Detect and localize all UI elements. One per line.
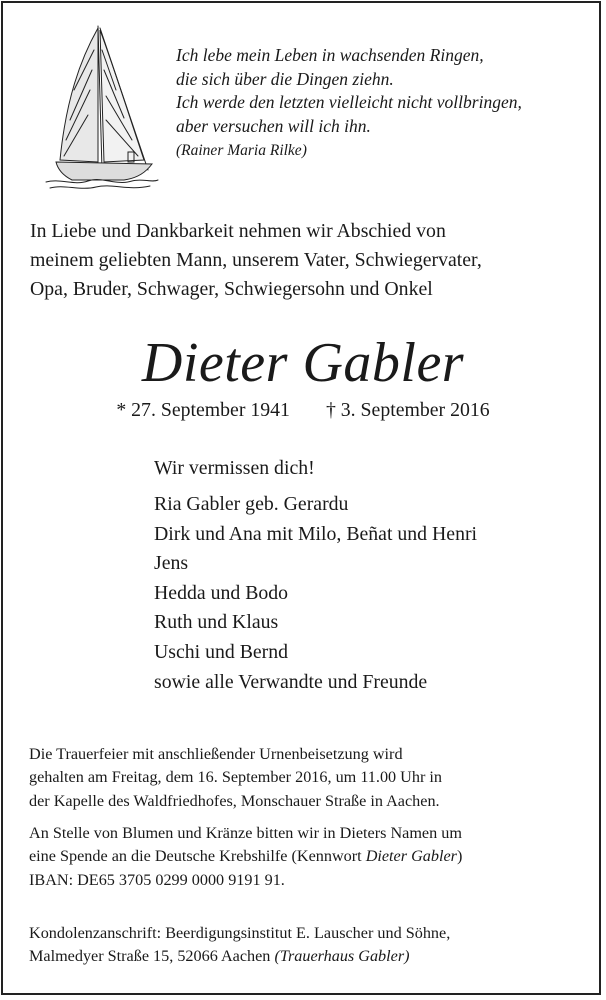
condolence-line: Kondolenzanschrift: Beerdigungsinstitut E. Lauscher und Söhne, (29, 924, 451, 942)
mourner: sowie alle Verwandte und Freunde (154, 670, 428, 693)
death-date: † 3. September 2016 (325, 399, 490, 421)
poem-line: aber versuchen will ich ihn. (176, 115, 371, 136)
mourner: Uschi und Bernd (154, 640, 289, 663)
poem-line: Ich werde den letzten vielleicht nicht vollbringen, (176, 92, 522, 112)
condolence-line (29, 945, 589, 968)
funeral-info (29, 743, 589, 813)
funeral-line: gehalten am Freitag, dem 16. September 2016, um 11.00 Uhr in (29, 768, 442, 787)
donation-line: An Stelle von Blumen und Kränze bitten wir in Dieters Namen um (29, 824, 462, 842)
birth-date: * 27. September 1941 (116, 399, 290, 421)
poem-line: die sich über die Dingen ziehn. (176, 68, 394, 89)
deceased-name: Dieter Gabler (141, 332, 465, 394)
mourner: Hedda und Bodo (154, 581, 289, 604)
donation-info (29, 822, 589, 892)
donation-keyword: Dieter Gabler (365, 847, 457, 866)
poem-line: Ich lebe mein Leben in wachsenden Ringen, (176, 45, 484, 65)
mourner: Ria Gabler geb. Gerardu (154, 493, 349, 515)
funeral-line: Die Trauerfeier mit anschließender Urnenbeisetzung wird (29, 745, 403, 763)
sailboat-illustration (40, 20, 160, 192)
condolence-address-text: Malmedyer Straße 15, 52066 Aachen (29, 947, 275, 966)
condolence-house: (Trauerhaus Gabler) (274, 947, 410, 966)
life-dates (0, 396, 606, 424)
intro-line: In Liebe und Dankbarkeit nehmen wir Abschied von (30, 220, 446, 242)
intro-line: Opa, Bruder, Schwager, Schwiegersohn und Onkel (30, 278, 433, 300)
poem-quote (176, 44, 596, 163)
intro-line: meinem geliebten Mann, unserem Vater, Schwiegervater, (30, 249, 482, 271)
donation-line (29, 845, 589, 868)
funeral-line: der Kapelle des Waldfriedhofes, Monschauer Straße in Aachen. (29, 791, 440, 810)
donation-text: eine Spende an die Deutsche Krebshilfe (Kennwort (29, 847, 366, 866)
mourner: Dirk und Ana mit Milo, Beñat und Henri (154, 522, 478, 545)
intro-text (30, 217, 590, 304)
farewell-message: Wir vermissen dich! (154, 457, 315, 479)
mourner: Ruth und Klaus (154, 611, 279, 634)
poem-author: (Rainer Maria Rilke) (176, 142, 307, 159)
mourner: Jens (154, 552, 189, 575)
iban: IBAN: DE65 3705 0299 0000 9191 91. (29, 870, 285, 889)
donation-paren: ) (456, 847, 463, 866)
mourners-list (154, 490, 477, 697)
condolence-address (29, 922, 589, 969)
